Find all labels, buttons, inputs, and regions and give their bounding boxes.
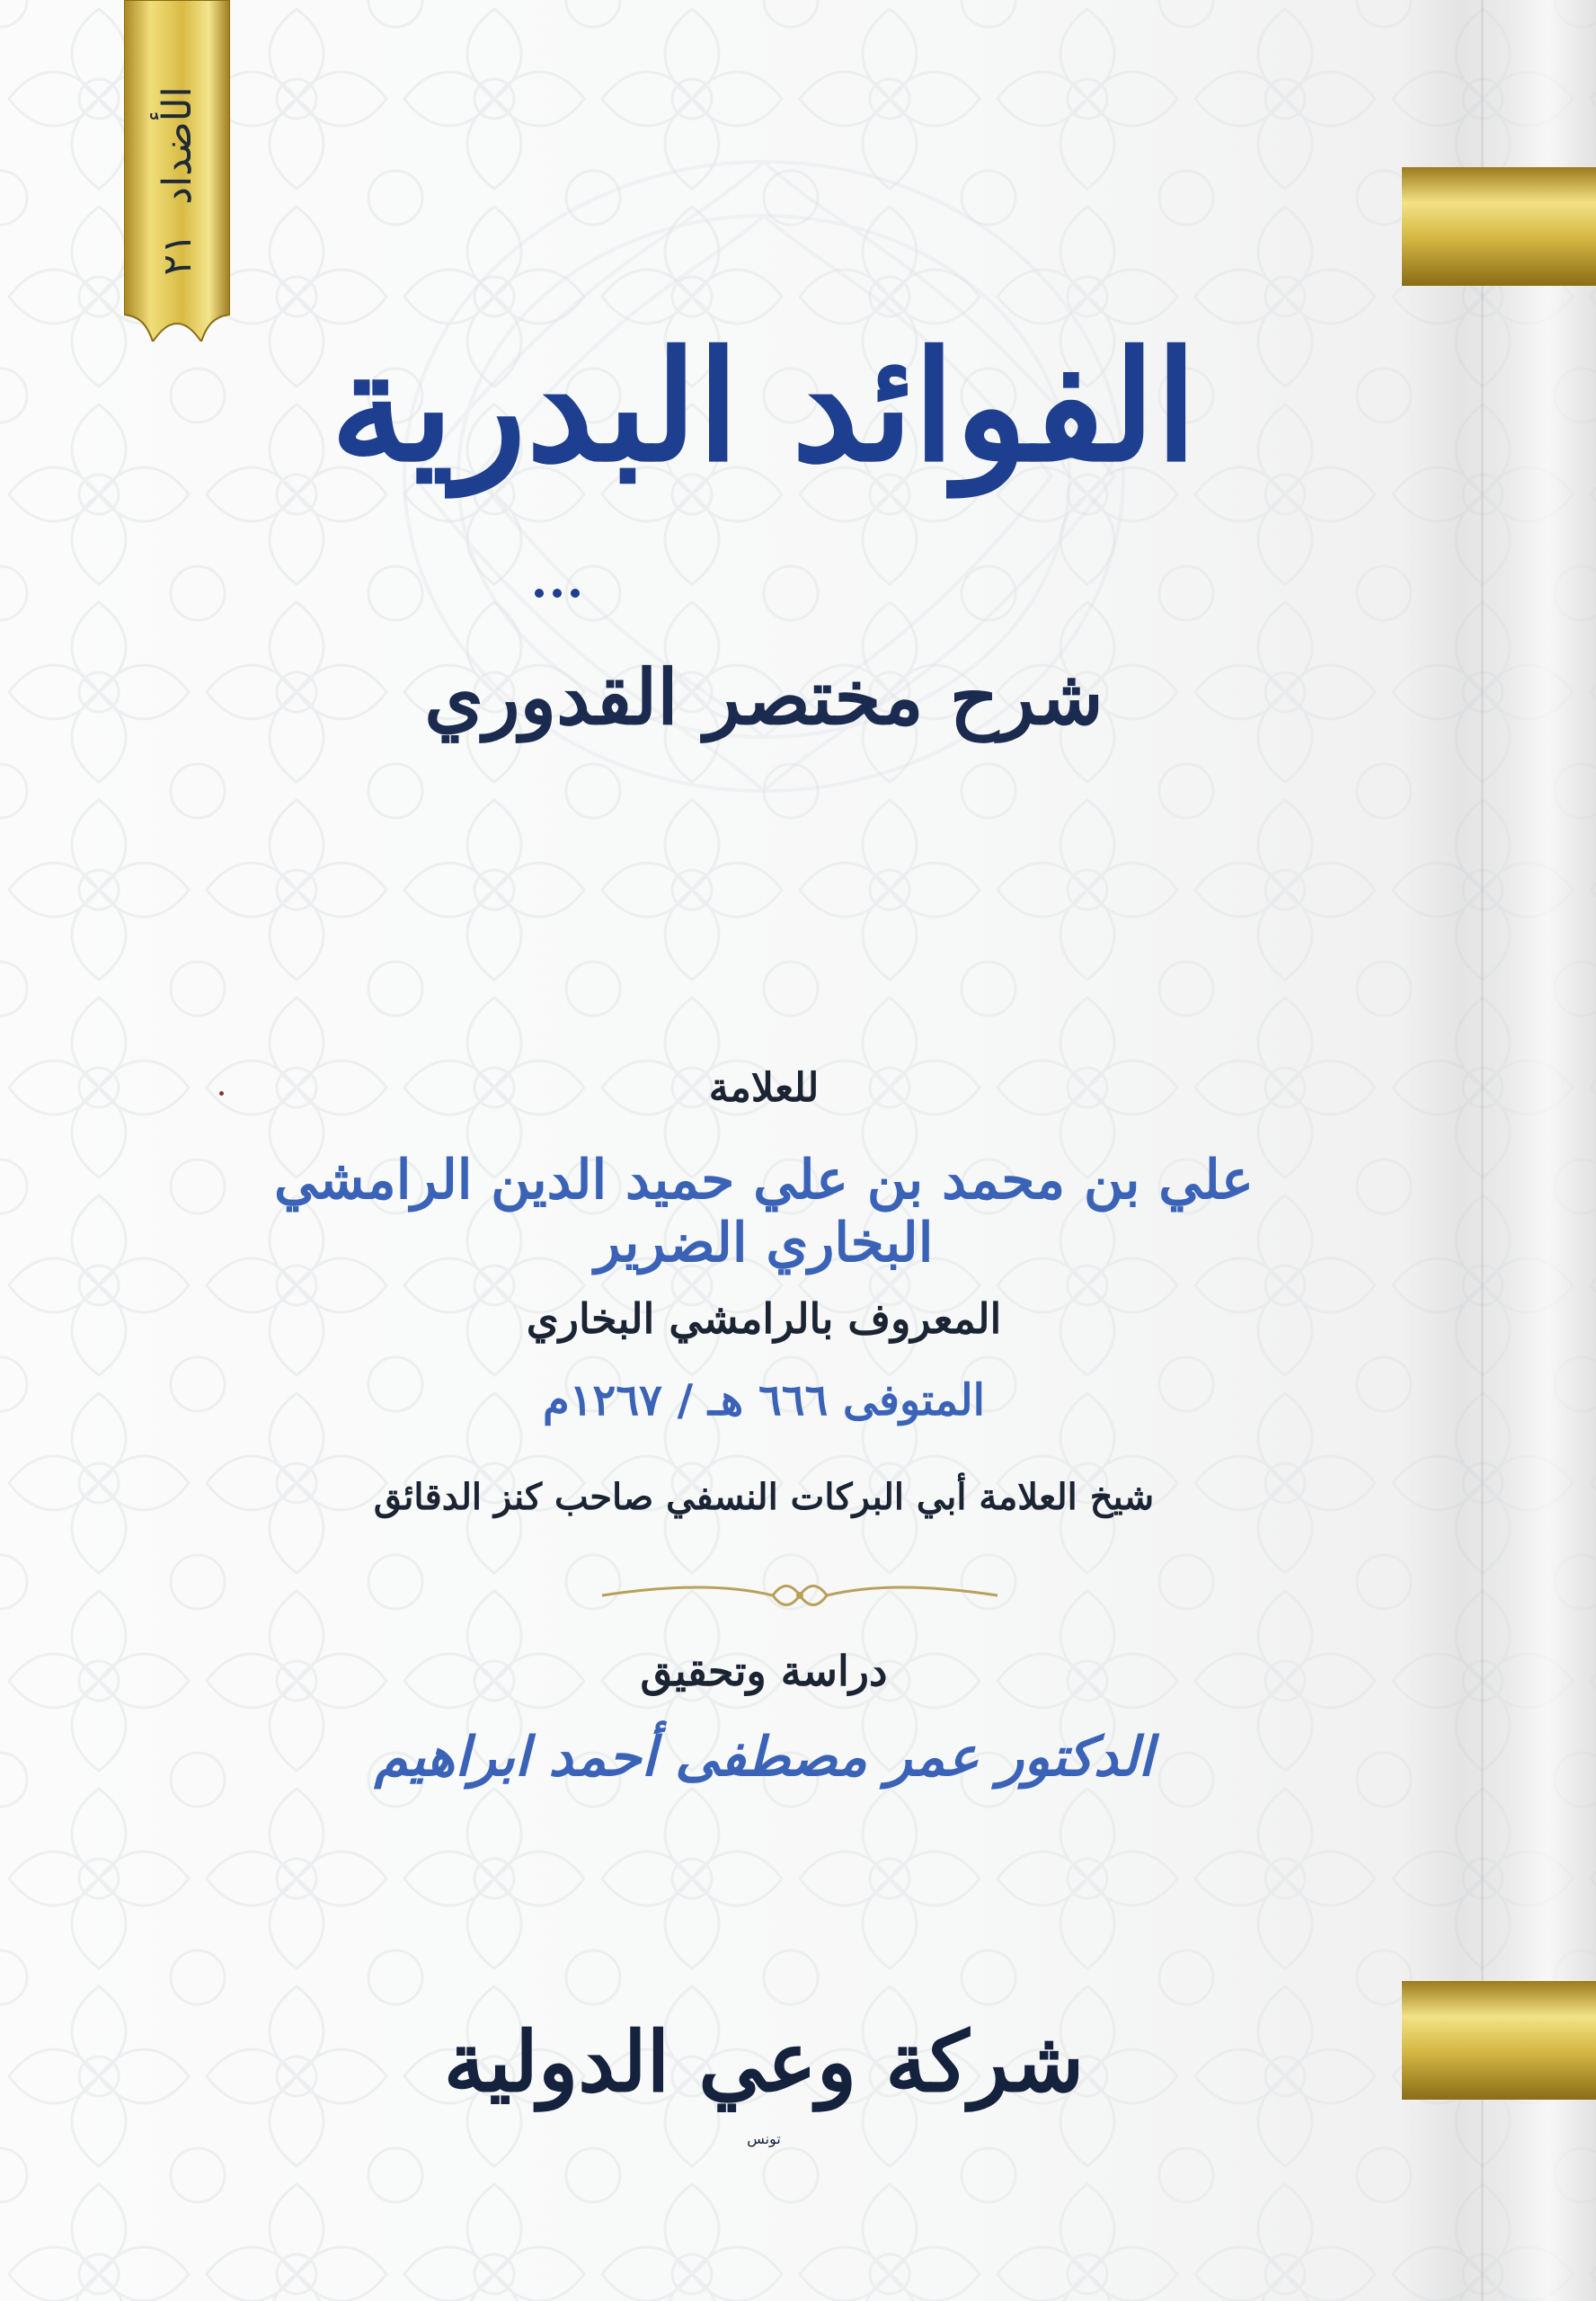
publisher-country: تونس bbox=[747, 2130, 781, 2147]
by-label: للعلامة bbox=[708, 1065, 820, 1111]
series-number: ٢١ bbox=[154, 233, 200, 276]
editor-name: الدكتور عمر مصطفى أحمد ابراهيم bbox=[374, 1726, 1154, 1789]
author-full-name: علي بن محمد بن علي حميد الدين الرامشي البخاري الضرير bbox=[274, 1149, 1254, 1275]
gold-clasp-icon bbox=[1402, 167, 1596, 286]
title-dots-ornament bbox=[503, 575, 611, 611]
author-known-as: المعروف بالرامشي البخاري bbox=[526, 1294, 1002, 1343]
series-label bbox=[155, 86, 200, 292]
book-title: الفوائد البدرية bbox=[330, 317, 1198, 495]
series-name: الأضداد bbox=[154, 85, 200, 205]
spine-hinge-shading bbox=[1402, 0, 1596, 2301]
gold-clasp-icon bbox=[1402, 1981, 1596, 2100]
author-teacher-note: شيخ العلامة أبي البركات النسفي صاحب كنز الدقائق bbox=[373, 1476, 1155, 1518]
series-tag bbox=[124, 0, 230, 342]
author-death-date: المتوفى ٦٦٦ هـ / ١٢٦٧م bbox=[543, 1375, 985, 1426]
scan-speck bbox=[219, 1091, 224, 1096]
publisher-logo-text: شركة وعي الدولية bbox=[443, 2013, 1085, 2110]
series-text bbox=[124, 54, 230, 324]
spine-hinge-line bbox=[1481, 0, 1484, 2301]
book-subtitle: شرح مختصر القدوري bbox=[424, 653, 1104, 742]
ornament-divider-icon bbox=[593, 1577, 1006, 1613]
study-label: دراسة وتحقيق bbox=[640, 1647, 888, 1695]
